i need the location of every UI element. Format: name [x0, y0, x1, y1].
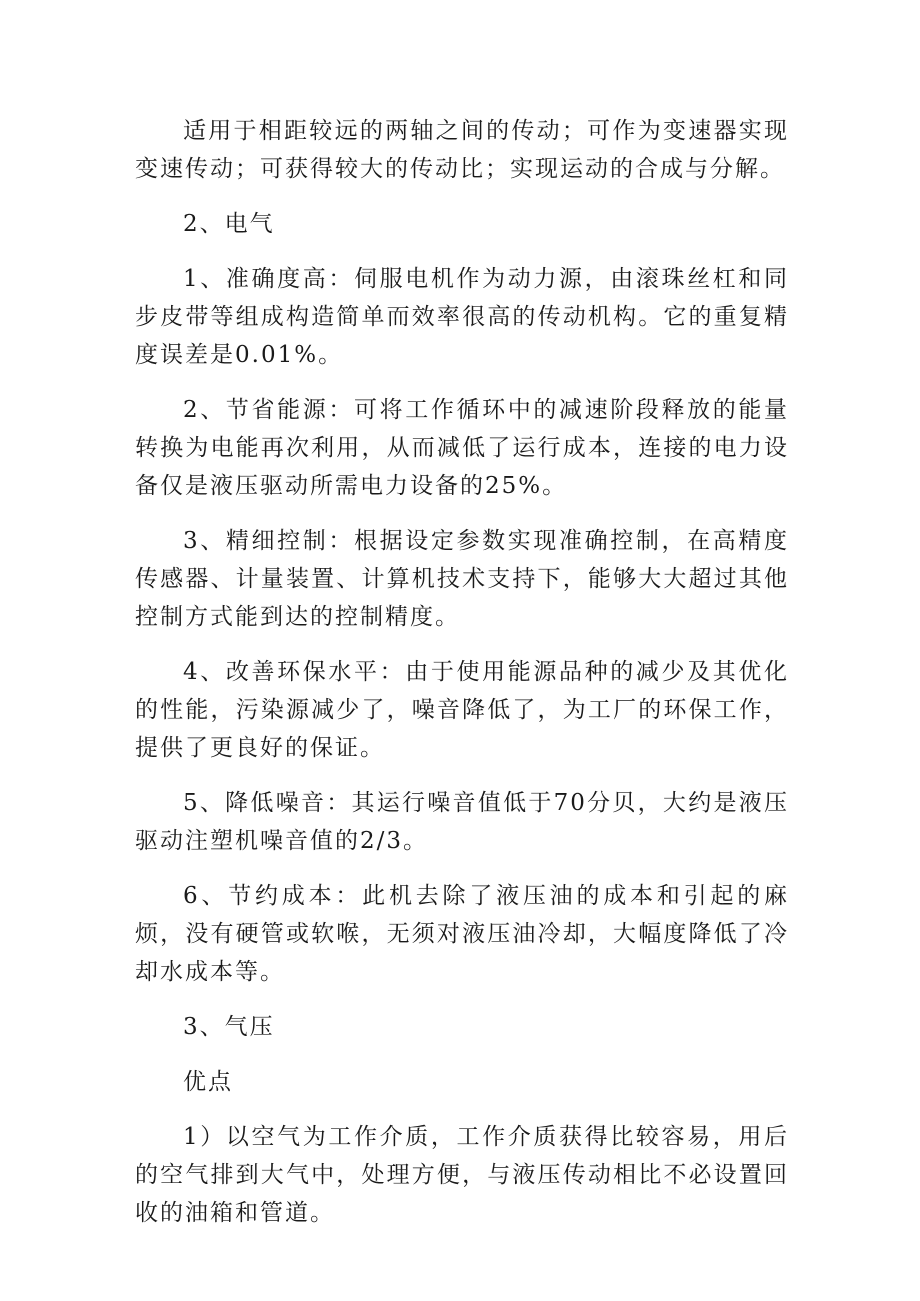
paragraph-transmission-uses: 适用于相距较远的两轴之间的传动；可作为变速器实现变速传动；可获得较大的传动比；实现运动的合成与分解。 — [135, 118, 789, 182]
paragraph-noise-reduction: 5、降低噪音：其运行噪音值低于70分贝，大约是液压驱动注塑机噪音值的2/3。 — [135, 790, 789, 854]
section-heading-electric: 2、电气 — [183, 211, 275, 237]
subheading-advantages: 优点 — [183, 1069, 233, 1095]
paragraph-air-medium: 1）以空气为工作介质，工作介质获得比较容易，用后的空气排到大气中，处理方便，与液压传动相比不必设置回收的油箱和管道。 — [135, 1124, 789, 1226]
section-heading-pneumatic: 3、气压 — [183, 1014, 275, 1040]
paragraph-cost-saving: 6、节约成本：此机去除了液压油的成本和引起的麻烦，没有硬管或软喉，无须对液压油冷却，大幅度降低了冷却水成本等。 — [135, 883, 789, 985]
paragraph-environmental: 4、改善环保水平：由于使用能源品种的减少及其优化的性能，污染源减少了，噪音降低了，为工厂的环保工作，提供了更良好的保证。 — [135, 659, 789, 761]
paragraph-energy-saving: 2、节省能源：可将工作循环中的减速阶段释放的能量转换为电能再次利用，从而减低了运行成本，连接的电力设备仅是液压驱动所需电力设备的25%。 — [135, 397, 789, 499]
document-body — [135, 112, 789, 1249]
paragraph-high-accuracy: 1、准确度高：伺服电机作为动力源，由滚珠丝杠和同步皮带等组成构造简单而效率很高的传动机构。它的重复精度误差是0.01%。 — [135, 266, 789, 368]
paragraph-fine-control: 3、精细控制：根据设定参数实现准确控制，在高精度传感器、计量装置、计算机技术支持下，能够大大超过其他控制方式能到达的控制精度。 — [135, 528, 789, 630]
